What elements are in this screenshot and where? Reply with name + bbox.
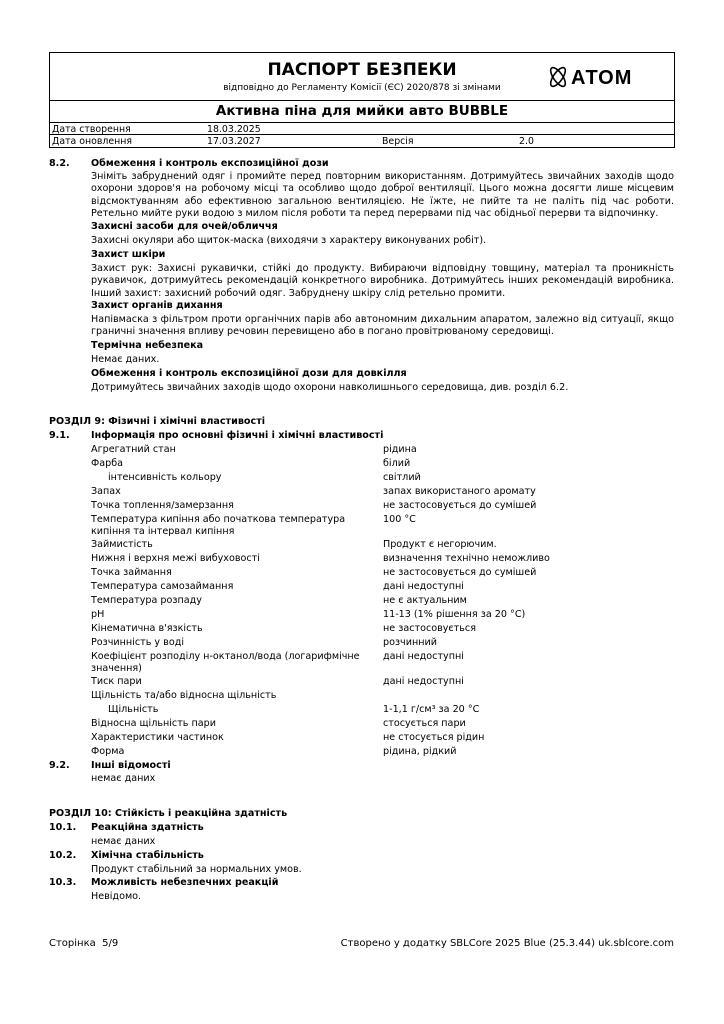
property-label: Щільність <box>108 704 159 715</box>
property-value: 11-13 (1% рішення за 20 °C) <box>383 609 526 620</box>
property-value: рідина, рідкий <box>383 746 457 757</box>
property-value: дані недоступні <box>383 581 464 592</box>
subheading: Термічна небезпека <box>91 340 204 351</box>
paragraph: Невідомо. <box>91 891 142 902</box>
property-value: визначення технічно неможливо <box>383 553 550 564</box>
property-value: дані недоступні <box>383 676 464 687</box>
section-heading: Хімічна стабільність <box>91 850 204 861</box>
paragraph: Зніміть забруднений одяг і промийте перед повторним використанням. Дотримуйтесь звичайних заходів щодо охорони здоров'я на робочому місці та особливо щодо доброї вентиляції. Цього можна досягти лише місцевим відсмоктуванням або ефективною загальною вентиляцією. Не їжте, не пийте та не паліть під час роботи. Ретельно мийте руки водою з милом після роботи та перед перервами під час обідньої перерви та відпочинку. <box>91 171 674 219</box>
property-value: розчинний <box>383 637 437 648</box>
document-subtitle: відповідно до Регламенту Комісії (ЄС) 2020/878 зі змінами <box>223 83 501 93</box>
paragraph: Немає даних. <box>91 354 160 365</box>
property-label: pH <box>91 609 105 620</box>
property-value: світлий <box>383 472 421 483</box>
property-label: Тиск пари <box>91 676 142 687</box>
logo-text: АТОМ <box>571 67 633 89</box>
header-divider <box>49 100 675 101</box>
page-label: Сторінка <box>49 938 96 949</box>
property-label: інтенсивність кольору <box>108 472 222 483</box>
property-label: Температура самозаймання <box>91 581 234 592</box>
property-label: Форма <box>91 746 125 757</box>
property-value: 1-1,1 г/см³ за 20 °C <box>383 704 480 715</box>
section-heading: Реакційна здатність <box>91 822 204 833</box>
section-number: 10.2. <box>49 850 77 861</box>
property-value: 100 °C <box>383 514 416 525</box>
subheading: Захисні засоби для очей/обличчя <box>91 221 278 232</box>
property-value: стосується пари <box>383 718 466 729</box>
property-value: не є актуальним <box>383 595 467 606</box>
created-date: 18.03.2025 <box>207 124 261 135</box>
property-value: білий <box>383 458 411 469</box>
subheading: Захист шкіри <box>91 249 166 260</box>
property-label: Кінематична в'язкість <box>91 623 203 634</box>
paragraph: Дотримуйтесь звичайних заходів щодо охорони навколишнього середовища, див. розділ 6.2. <box>91 382 569 393</box>
property-label: Температура кипіння або початкова температура кипіння та інтервал кипіння <box>91 514 346 538</box>
section-number: 10.3. <box>49 877 77 888</box>
property-value: запах використаного аромату <box>383 486 536 497</box>
property-label: Коефіцієнт розподілу н-октанол/вода (логарифмічне значення) <box>91 651 360 675</box>
page-number <box>49 938 118 949</box>
property-value: дані недоступні <box>383 651 464 662</box>
section-heading: Обмеження і контроль експозиційної дози <box>91 158 329 169</box>
version-label: Версія <box>382 136 414 147</box>
atom-logo <box>545 64 669 90</box>
paragraph: немає даних <box>91 773 156 784</box>
section-title: РОЗДІЛ 10: Стійкість і реакційна здатність <box>49 808 288 819</box>
section-heading: Інформація про основні фізичні і хімічні властивості <box>91 430 384 441</box>
header-divider <box>49 122 675 123</box>
paragraph: Захист рук: Захисні рукавички, стійкі до продукту. Вибираючи відповідну товщину, матеріал та проникність рукавичок, дотримуйтесь рекомендацій конкретного виробника. Дотримуйтесь інших рекомендацій виробника. Інший захист: захисний робочий одяг. Забруднену шкіру слід ретельно промити. <box>91 263 674 299</box>
section-heading: Інші відомості <box>91 760 171 771</box>
product-name: Активна піна для мийки авто BUBBLE <box>215 103 509 119</box>
property-label: Нижня і верхня межі вибуховості <box>91 553 260 564</box>
subheading: Захист органів дихання <box>91 300 223 311</box>
property-label: Відносна щільність пари <box>91 718 216 729</box>
section-number: 9.2. <box>49 760 70 771</box>
updated-label: Дата оновлення <box>52 136 133 147</box>
updated-date: 17.03.2027 <box>207 136 261 147</box>
property-label: Розчинність у воді <box>91 637 184 648</box>
property-label: Температура розпаду <box>91 595 202 606</box>
paragraph: Захисні окуляри або щиток-маска (виходячи з характеру виконуваних робіт). <box>91 235 487 246</box>
section-title: РОЗДІЛ 9: Фізичні і хімічні властивості <box>49 416 266 427</box>
document-title: ПАСПОРТ БЕЗПЕКИ <box>267 60 457 80</box>
section-number: 9.1. <box>49 430 70 441</box>
property-label: Запах <box>91 486 121 497</box>
property-label: Фарба <box>91 458 124 469</box>
subheading: Обмеження і контроль експозиційної дози для довкілля <box>91 368 407 379</box>
property-label: Характеристики частинок <box>91 732 224 743</box>
header-divider <box>49 134 675 135</box>
property-value: рідина <box>383 444 417 455</box>
page-value: 5/9 <box>102 938 119 949</box>
version-value: 2.0 <box>519 136 534 147</box>
section-number: 8.2. <box>49 158 70 169</box>
section-heading: Можливість небезпечних реакцій <box>91 877 279 888</box>
paragraph: Напівмаска з фільтром проти органічних парів або автономним дихальним апаратом, залежно від ситуації, якщо граничні значення впливу речовин перевищено або в погано провітрюваному середовищі. <box>91 314 674 338</box>
paragraph: Продукт стабільний за нормальних умов. <box>91 864 302 875</box>
property-value: не стосується рідин <box>383 732 485 743</box>
footer-created-with: Створено у додатку SBLCore 2025 Blue (25.3.44) uk.sblcore.com <box>340 938 674 949</box>
property-label: Точка топлення/замерзання <box>91 500 234 511</box>
created-label: Дата створення <box>52 124 131 135</box>
property-value: Продукт є негорючим. <box>383 539 497 550</box>
property-label: Щільність та/або відносна щільність <box>91 690 277 701</box>
section-number: 10.1. <box>49 822 77 833</box>
property-value: не застосовується до сумішей <box>383 500 537 511</box>
property-label: Агрегатний стан <box>91 444 176 455</box>
property-value: не застосовується до сумішей <box>383 567 537 578</box>
document-header <box>49 52 675 147</box>
property-value: не застосовується <box>383 623 476 634</box>
property-label: Займистість <box>91 539 153 550</box>
property-label: Точка займання <box>91 567 172 578</box>
paragraph: немає даних <box>91 836 156 847</box>
